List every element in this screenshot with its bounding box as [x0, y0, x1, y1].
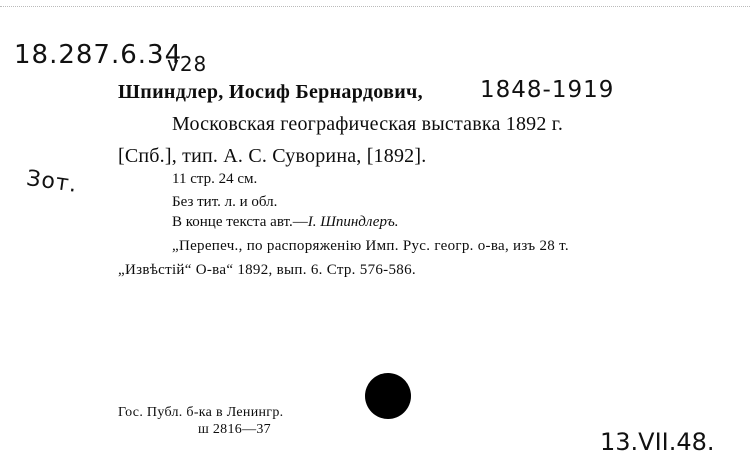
library-stamp: Гос. Публ. б-ка в Ленингр.	[118, 405, 284, 420]
margin-note: Зот.	[24, 166, 80, 198]
imprint-line: [Спб.], тип. А. С. Суворина, [1892].	[118, 145, 427, 167]
stamp-number: ш 2816—37	[198, 422, 271, 437]
card-top-edge	[0, 6, 750, 7]
statement-prefix: В конце текста авт.—	[172, 214, 308, 230]
inventory-mark: 13.VII.48.	[600, 428, 715, 456]
call-number: 18.287.6.34	[14, 40, 183, 70]
call-number-suffix: v28	[167, 52, 208, 76]
author-statement	[172, 215, 399, 230]
author-dates: 1848-1919	[480, 77, 615, 103]
wrapper-note: Без тит. л. и обл.	[172, 194, 278, 210]
collation-line: 11 стр. 24 см.	[172, 171, 258, 187]
punch-hole	[365, 373, 411, 419]
statement-author: I. Шпиндлеръ.	[307, 214, 399, 230]
reprint-note-line-1: „Перепеч., по распоряженію Имп. Рус. геогр. о-ва, изъ 28 т.	[172, 238, 569, 254]
reprint-note-line-2: „Извѣстій“ О-ва“ 1892, вып. 6. Стр. 576-586.	[118, 262, 416, 278]
author-heading: Шпиндлер, Иосиф Бернардович,	[118, 81, 423, 103]
title-line: Московская географическая выставка 1892 г.	[172, 113, 564, 135]
